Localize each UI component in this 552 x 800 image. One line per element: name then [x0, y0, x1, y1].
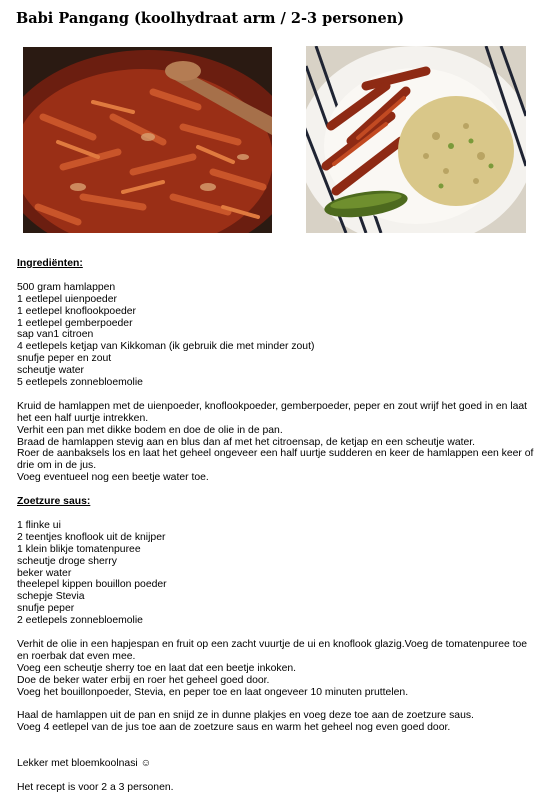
sauce-ingredient-item: 1 klein blikje tomatenpuree: [17, 543, 141, 555]
sauce-ingredient-item: 2 teentjes knoflook uit de knijper: [17, 531, 166, 543]
sauce-ingredient-item: 1 flinke ui: [17, 519, 61, 531]
ingredients-heading: Ingrediënten:: [17, 258, 83, 269]
ingredients-list: [17, 282, 537, 389]
ingredient-item: sap van1 citroen: [17, 329, 94, 341]
instruction-line: Verhit een pan met dikke bodem en doe de olie in de pan.: [17, 424, 283, 436]
recipe-body: [17, 258, 537, 794]
sauce-ingredients-list: [17, 520, 537, 627]
ingredient-item: 1 eetlepel gemberpoeder: [17, 317, 133, 329]
instruction-line: Haal de hamlappen uit de pan en snijd ze in dunne plakjes en voeg deze toe aan de zoetzure saus.: [17, 710, 474, 722]
pan-photo: [23, 47, 272, 233]
ingredient-item: 5 eetlepels zonnebloemolie: [17, 377, 143, 389]
sauce-ingredient-item: beker water: [17, 567, 72, 579]
instruction-line: Voeg 4 eetlepel van de jus toe aan de zoetzure saus en warm het geheel nog even goed door.: [17, 722, 451, 734]
instruction-line: Braad de hamlappen stevig aan en blus dan af met het citroensap, de ketjap en een scheutje water.: [17, 436, 476, 448]
instruction-line: Verhit de olie in een hapjespan en fruit op een zacht vuurtje de ui en knoflook glazig.Voeg de tomatenpuree toe en roerbak dat even mee.: [17, 638, 528, 662]
sauce-ingredient-item: scheutje droge sherry: [17, 555, 117, 567]
instruction-line: Kruid de hamlappen met de uienpoeder, knoflookpoeder, gemberpoeder, peper en zout wrijf het goed in en laat het een half uurtje intrekken.: [17, 400, 528, 424]
final-instructions: [17, 710, 537, 734]
sauce-instructions: [17, 639, 537, 699]
ingredient-item: 1 eetlepel knoflookpoeder: [17, 305, 137, 317]
serving-note: Lekker met bloemkoolnasi ☺: [17, 757, 152, 769]
sauce-ingredient-item: 2 eetlepels zonnebloemolie: [17, 615, 143, 627]
footer-note: Het recept is voor 2 a 3 personen.: [17, 781, 174, 793]
instruction-line: Doe de beker water erbij en roer het geheel goed door.: [17, 674, 270, 686]
instruction-line: Roer de aanbaksels los en laat het geheel ongeveer een half uurtje sudderen en keer de hamlappen een keer of drie om in de jus.: [17, 448, 534, 472]
ingredient-item: 1 eetlepel uienpoeder: [17, 293, 117, 305]
sauce-ingredient-item: schepje Stevia: [17, 591, 85, 603]
sauce-ingredient-item: snufje peper: [17, 603, 75, 615]
recipe-title: Babi Pangang (koolhydraat arm / 2-3 personen): [16, 10, 405, 27]
sauce-heading: Zoetzure saus:: [17, 496, 91, 508]
instruction-line: Voeg het bouillonpoeder, Stevia, en peper toe en laat ongeveer 10 minuten pruttelen.: [17, 686, 409, 698]
ingredient-item: 4 eetlepels ketjap van Kikkoman (ik gebruik die met minder zout): [17, 341, 315, 353]
ingredient-item: scheutje water: [17, 365, 84, 377]
sauce-ingredient-item: theelepel kippen bouillon poeder: [17, 579, 167, 591]
ingredient-item: snufje peper en zout: [17, 353, 112, 365]
ingredient-item: 500 gram hamlappen: [17, 281, 116, 293]
instruction-line: Voeg eventueel nog een beetje water toe.: [17, 472, 209, 484]
meat-instructions: [17, 401, 537, 484]
instruction-line: Voeg een scheutje sherry toe en laat dat een beetje inkoken.: [17, 662, 297, 674]
plate-photo: [306, 46, 526, 233]
